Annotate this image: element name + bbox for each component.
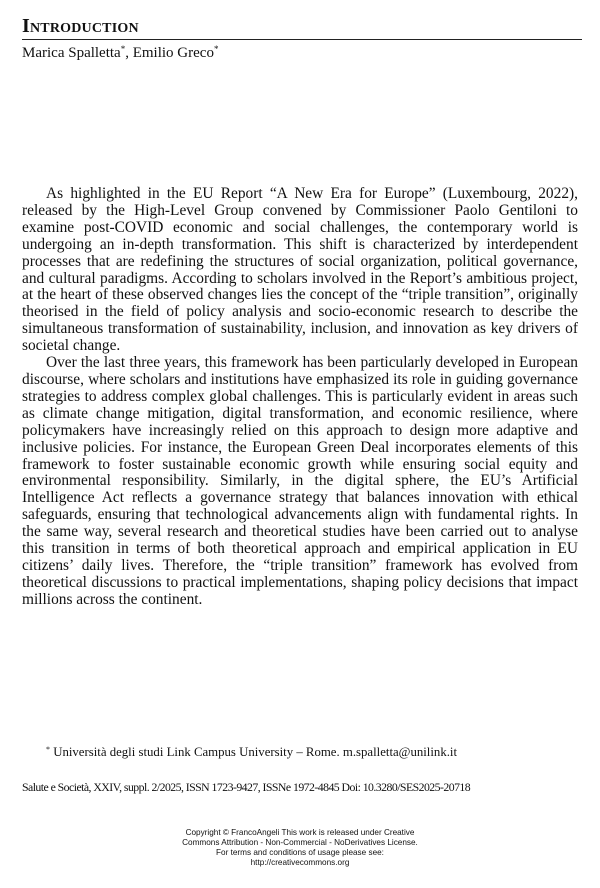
body-paragraph: As highlighted in the EU Report “A New Era for Europe” (Luxembourg, 2022), released by the High-Level Group convened by Commissioner Paolo Gentiloni to examine post-COVID economic and social challenges, the contemporary world is undergoing an in-depth transformation. This shift is characterized by interdependent processes that are redefining the structures of social organization, political governance, and cultural paradigms. According to scholars involved in the Report’s ambitious project, at the heart of these observed changes lies the concept of the “triple transition”, originally theorised in the field of policy analysis and socio-economic research to describe the simultaneous transformation of sustainability, inclusion, and innovation as key drivers of societal change. <box>22 185 578 355</box>
author-name: Marica Spalletta <box>22 45 121 61</box>
author-footnote-mark: * <box>120 44 126 54</box>
author-line <box>22 40 218 62</box>
license-line: For terms and conditions of usage please see: <box>216 848 384 857</box>
license-line: Copyright © FrancoAngeli This work is released under Creative <box>185 828 415 837</box>
body-text <box>22 186 578 609</box>
author-name: Emilio Greco <box>132 45 214 61</box>
author-separator: , <box>125 45 133 61</box>
article-title: Introduction <box>22 14 582 40</box>
author-footnote-mark: * <box>213 44 219 54</box>
license-line: Commons Attribution - Non-Commercial - NoDerivatives License. <box>182 838 418 847</box>
license-notice <box>100 828 500 868</box>
license-link[interactable]: http://creativecommons.org <box>250 858 350 867</box>
footnote-text: Università degli studi Link Campus University – Rome. m.spalletta@unilink.it <box>53 745 458 759</box>
journal-citation: Salute e Società, XXIV, suppl. 2/2025, ISSN 1723-9427, ISSNe 1972-4845 Doi: 10.3280/SES2025-20718 <box>22 780 471 794</box>
body-paragraph: Over the last three years, this framework has been particularly developed in European discourse, where scholars and institutions have emphasized its role in guiding governance strategies to address complex global challenges. This is particularly evident in areas such as climate change mitigation, digital transformation, and economic resilience, where policymakers have increasingly relied on this approach to design more adaptive and inclusive policies. For instance, the European Green Deal incorporates elements of this framework to foster sustainable economic growth while ensuring social equity and environmental responsibility. Similarly, in the digital sphere, the EU’s Artificial Intelligence Act reflects a governance strategy that balances innovation with ethical safeguards, ensuring that technological advancements align with fundamental rights. In the same way, several research and theoretical studies have been carried out to analyse this transition in terms of both theoretical approach and empirical application in EU citizens’ daily lives. Therefore, the “triple transition” framework has evolved from theoretical discussions to practical implementations, shaping policy decisions that impact millions across the continent. <box>22 354 578 608</box>
affiliation-footnote <box>46 742 457 760</box>
footnote-mark: * <box>46 745 50 754</box>
